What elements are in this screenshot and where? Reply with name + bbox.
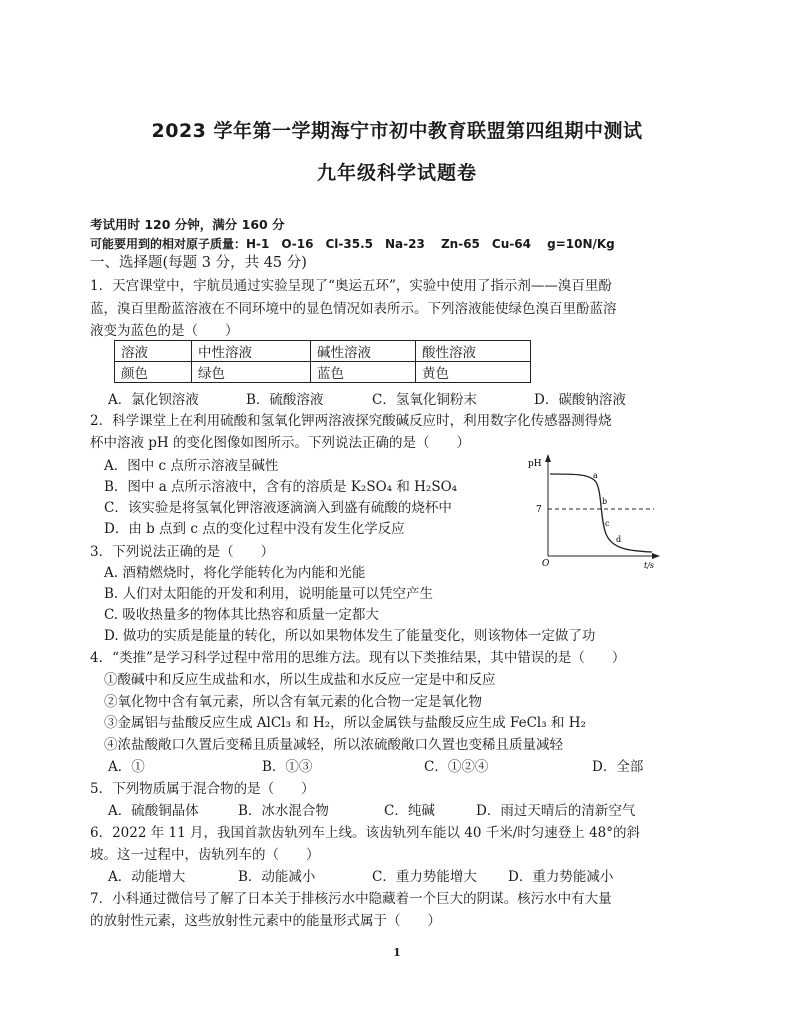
q4-item-4: ④浓盐酸敞口久置后变稀且质量减轻，所以浓硫酸敞口久置也变稀且质量减轻 [104, 737, 563, 753]
q2-option-b: B．图中 a 点所示溶液中，含有的溶质是 K₂SO₄ 和 H₂SO₄ [104, 479, 458, 495]
q3-option-b: B. 人们对太阳能的开发和利用，说明能量可以凭空产生 [104, 586, 434, 602]
q3-option-c: C. 吸收热量多的物体其比热容和质量一定都大 [104, 607, 379, 623]
exam-subtitle: 九年级科学试题卷 [316, 162, 477, 184]
y-axis-arrow [545, 454, 551, 462]
table-cell: 中性溶液 [192, 341, 311, 362]
x-axis-arrow [652, 553, 660, 559]
ph-7-label: 7 [536, 505, 542, 515]
q4-option-c: C．①②④ [424, 759, 489, 775]
q1-line-1: 1．天宫课堂中，宇航员通过实验呈现了“奥运五环”，实验中使用了指示剂——溴百里酚 [90, 278, 612, 294]
q5-option-d: D．雨过天晴后的清新空气 [476, 803, 636, 819]
table-cell: 碱性溶液 [311, 341, 416, 362]
q1-line-3: 液变为蓝色的是（ ） [90, 323, 239, 339]
table-cell: 酸性溶液 [416, 341, 531, 362]
q2-line-2: 杯中溶液 pH 的变化图像如图所示。下列说法正确的是（ ） [90, 435, 470, 451]
indicator-color-table [114, 340, 531, 383]
q1-option-d: D．碳酸钠溶液 [534, 392, 626, 408]
table-row [115, 362, 531, 383]
q5-option-a: A．硫酸铜晶体 [108, 803, 199, 819]
origin-label: O [542, 559, 550, 569]
point-d-label: d [616, 535, 622, 544]
q6-line-1: 6．2022 年 11 月，我国首款齿轨列车上线。该齿轨列车能以 40 千米/时匀速登上 48°的斜 [90, 825, 641, 841]
q5-option-b: B．冰水混合物 [238, 803, 329, 819]
q4-item-1: ①酸碱中和反应生成盐和水，所以生成盐和水反应一定是中和反应 [104, 672, 496, 688]
q2-line-1: 2．科学课堂上在利用硫酸和氢氧化钾两溶液探究酸碱反应时，利用数字化传感器测得烧 [90, 413, 612, 429]
q3-option-a: A. 酒精燃烧时，将化学能转化为内能和光能 [104, 565, 366, 581]
q4-item-2: ②氧化物中含有氧元素，所以含有氧元素的化合物一定是氧化物 [104, 694, 482, 710]
q1-option-b: B．硫酸溶液 [246, 392, 324, 408]
q6-line-2: 坡。这一过程中，齿轨列车的（ ） [90, 847, 320, 863]
atomic-mass-info: 可能要用到的相对原子质量：H-1 O-16 Cl-35.5 Na-23 Zn-65 Cu-64 g=10N/Kg [90, 237, 615, 251]
section-heading: 一、选择题(每题 3 分，共 45 分) [90, 255, 307, 271]
q7-line-2: 的放射性元素，这些放射性元素中的能量形式属于（ ） [90, 913, 441, 929]
q6-option-c: C．重力势能增大 [372, 869, 477, 885]
q7-line-1: 7．小科通过微信号了解了日本关于排核污水中隐藏着一个巨大的阴谋。核污水中有大量 [90, 891, 612, 907]
point-a-label: a [593, 471, 598, 480]
q3-option-d: D. 做功的实质是能量的转化，所以如果物体发生了能量变化，则该物体一定做了功 [104, 628, 596, 644]
q1-option-a: A．氯化钡溶液 [108, 392, 199, 408]
table-row [115, 341, 531, 362]
table-cell: 黄色 [416, 362, 531, 383]
table-cell: 溶液 [115, 341, 192, 362]
q4-stem: 4．“类推”是学习科学过程中常用的思维方法。现有以下类推结果，其中错误的是（ ） [90, 650, 626, 666]
q5-option-c: C．纯碱 [384, 803, 435, 819]
q2-option-d: D．由 b 点到 c 点的变化过程中没有发生化学反应 [104, 521, 405, 537]
q3-stem: 3．下列说法正确的是（ ） [90, 544, 275, 560]
ph-curve-graph [526, 452, 662, 570]
x-axis-label: t/s [644, 561, 655, 570]
table-cell: 绿色 [192, 362, 311, 383]
q5-stem: 5．下列物质属于混合物的是（ ） [90, 781, 315, 797]
q2-option-c: C．该实验是将氢氧化钾溶液逐滴滴入到盛有硫酸的烧杯中 [104, 500, 452, 516]
q6-option-a: A．动能增大 [108, 869, 186, 885]
q6-option-d: D．重力势能减小 [508, 869, 614, 885]
q2-option-a: A．图中 c 点所示溶液呈碱性 [104, 458, 279, 474]
y-axis-label: pH [528, 459, 542, 469]
ph-curve [550, 474, 652, 552]
table-cell: 蓝色 [311, 362, 416, 383]
point-b-label: b [602, 497, 608, 506]
page-number: 1 [393, 946, 401, 959]
q1-line-2: 蓝，溴百里酚蓝溶液在不同环境中的显色情况如表所示。下列溶液能使绿色溴百里酚蓝溶 [90, 301, 617, 317]
exam-title: 2023 学年第一学期海宁市初中教育联盟第四组期中测试 [151, 120, 643, 142]
q4-option-b: B．①③ [262, 759, 313, 775]
q4-item-3: ③金属铝与盐酸反应生成 AlCl₃ 和 H₂，所以金属铁与盐酸反应生成 FeCl₃ 和 H₂ [104, 715, 586, 731]
exam-time-info: 考试用时 120 分钟，满分 160 分 [90, 217, 285, 232]
table-cell: 颜色 [115, 362, 192, 383]
q4-option-a: A．① [108, 759, 145, 775]
q6-option-b: B．动能减小 [238, 869, 316, 885]
q4-option-d: D．全部 [592, 759, 644, 775]
point-c-label: c [605, 519, 610, 528]
q1-option-c: C．氢氧化铜粉末 [372, 392, 477, 408]
